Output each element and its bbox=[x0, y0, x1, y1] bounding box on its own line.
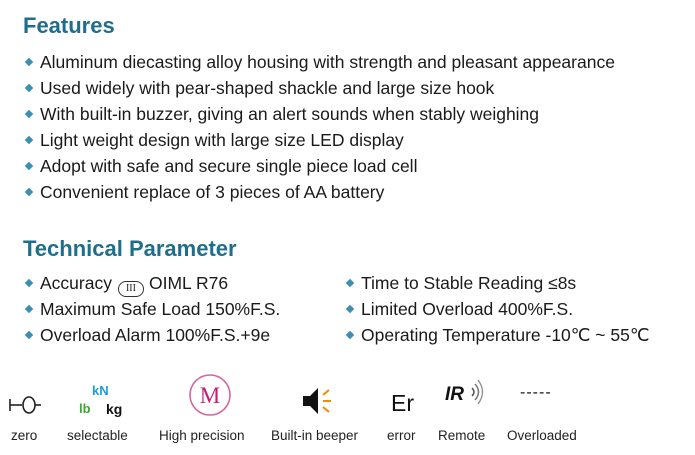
technical-heading: Technical Parameter bbox=[23, 236, 237, 261]
beeper-icon bbox=[300, 385, 336, 417]
bullet-icon bbox=[25, 136, 33, 144]
unit-lb-label: lb bbox=[79, 401, 91, 416]
overload-display-text: ----- bbox=[520, 384, 552, 401]
feature-item: Adopt with safe and secure single piece load cell bbox=[23, 156, 417, 176]
param-item: Time to Stable Reading ≤8s bbox=[344, 273, 576, 293]
bullet-icon bbox=[25, 331, 33, 339]
feature-item: Used widely with pear-shaped shackle and large size hook bbox=[23, 78, 494, 98]
param-item: Operating Temperature -10℃ ~ 55℃ bbox=[344, 325, 650, 345]
caption-remote: Remote bbox=[438, 428, 486, 443]
precision-letter: M bbox=[199, 383, 221, 408]
param-accuracy: Accuracy III OIML R76 bbox=[23, 273, 228, 297]
features-heading: Features bbox=[23, 13, 115, 38]
feature-item: Aluminum diecasting alloy housing with strength and pleasant appearance bbox=[23, 52, 615, 72]
caption-selectable: selectable bbox=[67, 428, 128, 443]
unit-kg-label: kg bbox=[106, 401, 123, 417]
feature-item: With built-in buzzer, giving an alert sounds when stably weighing bbox=[23, 104, 539, 124]
bullet-icon bbox=[346, 331, 354, 339]
unit-kn-label: kN bbox=[92, 383, 109, 398]
high-precision-icon bbox=[188, 373, 232, 417]
feature-item: Light weight design with large size LED display bbox=[23, 130, 404, 150]
bullet-icon bbox=[25, 84, 33, 92]
param-item: Maximum Safe Load 150%F.S. bbox=[23, 299, 280, 319]
bullet-icon bbox=[346, 279, 354, 287]
param-item: Limited Overload 400%F.S. bbox=[344, 299, 573, 319]
caption-overloaded: Overloaded bbox=[507, 428, 577, 443]
remote-ir-icon bbox=[443, 374, 487, 410]
error-display-text: Er bbox=[391, 390, 414, 416]
caption-built-in-beeper: Built-in beeper bbox=[271, 428, 359, 443]
caption-zero: zero bbox=[11, 428, 38, 443]
bullet-icon bbox=[25, 162, 33, 170]
bullet-icon bbox=[25, 305, 33, 313]
bullet-icon bbox=[25, 58, 33, 66]
bullet-icon bbox=[25, 188, 33, 196]
bullet-icon bbox=[346, 305, 354, 313]
bullet-icon bbox=[25, 110, 33, 118]
caption-high-precision: High precision bbox=[159, 428, 245, 443]
zero-icon bbox=[8, 394, 42, 416]
feature-item: Convenient replace of 3 pieces of AA battery bbox=[23, 182, 384, 202]
ir-text: IR bbox=[445, 384, 464, 405]
accuracy-class-badge: III bbox=[118, 281, 144, 297]
caption-error: error bbox=[387, 428, 416, 443]
bullet-icon bbox=[25, 279, 33, 287]
param-item: Overload Alarm 100%F.S.+9e bbox=[23, 325, 270, 345]
